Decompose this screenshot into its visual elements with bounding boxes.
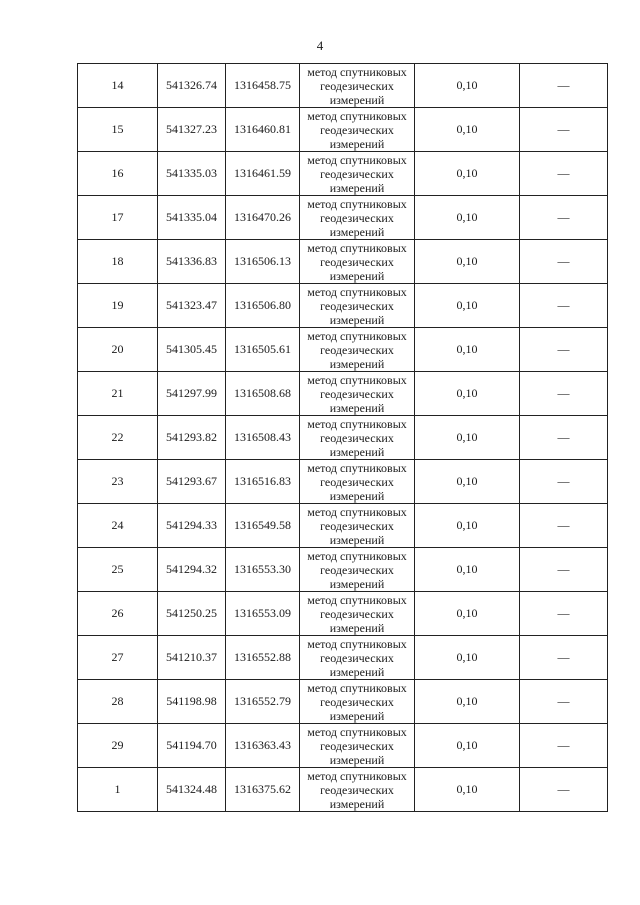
point-number-cell: 15: [78, 108, 158, 152]
x-coordinate-cell: 541194.70: [158, 724, 226, 768]
point-number-cell: 24: [78, 504, 158, 548]
method-text-line: метод спутниковых: [307, 416, 407, 431]
y-coordinate-cell: 1316375.62: [226, 768, 300, 812]
method-text-line: геодезических: [320, 738, 394, 753]
accuracy-cell: 0,10: [415, 768, 520, 812]
method-text-line: геодезических: [320, 782, 394, 797]
method-cell: [300, 504, 415, 548]
method-text-line: геодезических: [320, 694, 394, 709]
accuracy-cell: 0,10: [415, 504, 520, 548]
accuracy-cell: 0,10: [415, 416, 520, 460]
point-number-cell: 17: [78, 196, 158, 240]
note-cell: —: [520, 372, 608, 416]
y-coordinate-cell: 1316506.13: [226, 240, 300, 284]
x-coordinate-cell: 541294.32: [158, 548, 226, 592]
method-text-line: измерений: [329, 752, 385, 767]
note-cell: —: [520, 592, 608, 636]
y-coordinate-cell: 1316508.68: [226, 372, 300, 416]
method-text-line: геодезических: [320, 430, 394, 445]
method-cell: [300, 372, 415, 416]
accuracy-cell: 0,10: [415, 636, 520, 680]
x-coordinate-cell: 541335.04: [158, 196, 226, 240]
method-cell: [300, 240, 415, 284]
method-text-line: измерений: [329, 664, 385, 679]
y-coordinate-cell: 1316508.43: [226, 416, 300, 460]
method-text-line: метод спутниковых: [307, 108, 407, 123]
method-text-line: измерений: [329, 796, 385, 811]
method-text-line: метод спутниковых: [307, 724, 407, 739]
point-number-cell: 21: [78, 372, 158, 416]
method-text-line: геодезических: [320, 518, 394, 533]
method-text-line: измерений: [329, 532, 385, 547]
x-coordinate-cell: 541327.23: [158, 108, 226, 152]
method-text-line: измерений: [329, 488, 385, 503]
accuracy-cell: 0,10: [415, 592, 520, 636]
method-text-line: метод спутниковых: [307, 240, 407, 255]
y-coordinate-cell: 1316516.83: [226, 460, 300, 504]
accuracy-cell: 0,10: [415, 240, 520, 284]
x-coordinate-cell: 541297.99: [158, 372, 226, 416]
point-number-cell: 29: [78, 724, 158, 768]
y-coordinate-cell: 1316461.59: [226, 152, 300, 196]
method-cell: [300, 768, 415, 812]
method-text-line: измерений: [329, 400, 385, 415]
point-number-cell: 28: [78, 680, 158, 724]
method-text-line: измерений: [329, 92, 385, 107]
method-text-line: метод спутниковых: [307, 636, 407, 651]
y-coordinate-cell: 1316363.43: [226, 724, 300, 768]
method-text-line: геодезических: [320, 562, 394, 577]
method-text-line: геодезических: [320, 386, 394, 401]
method-cell: [300, 680, 415, 724]
y-coordinate-cell: 1316505.61: [226, 328, 300, 372]
accuracy-cell: 0,10: [415, 284, 520, 328]
method-text-line: геодезических: [320, 474, 394, 489]
accuracy-cell: 0,10: [415, 372, 520, 416]
table-row: [78, 724, 608, 768]
table-row: [78, 548, 608, 592]
method-cell: [300, 284, 415, 328]
accuracy-cell: 0,10: [415, 548, 520, 592]
method-text-line: метод спутниковых: [307, 152, 407, 167]
method-text-line: измерений: [329, 708, 385, 723]
method-text-line: геодезических: [320, 650, 394, 665]
method-text-line: геодезических: [320, 298, 394, 313]
x-coordinate-cell: 541210.37: [158, 636, 226, 680]
point-number-cell: 1: [78, 768, 158, 812]
x-coordinate-cell: 541198.98: [158, 680, 226, 724]
note-cell: —: [520, 328, 608, 372]
method-text-line: метод спутниковых: [307, 372, 407, 387]
method-text-line: метод спутниковых: [307, 592, 407, 607]
accuracy-cell: 0,10: [415, 152, 520, 196]
table-row: [78, 592, 608, 636]
point-number-cell: 23: [78, 460, 158, 504]
method-text-line: измерений: [329, 576, 385, 591]
method-cell: [300, 108, 415, 152]
y-coordinate-cell: 1316470.26: [226, 196, 300, 240]
note-cell: —: [520, 240, 608, 284]
method-text-line: геодезических: [320, 122, 394, 137]
method-cell: [300, 328, 415, 372]
table-row: [78, 680, 608, 724]
note-cell: —: [520, 504, 608, 548]
table-row: [78, 108, 608, 152]
x-coordinate-cell: 541324.48: [158, 768, 226, 812]
accuracy-cell: 0,10: [415, 64, 520, 108]
x-coordinate-cell: 541305.45: [158, 328, 226, 372]
y-coordinate-cell: 1316458.75: [226, 64, 300, 108]
accuracy-cell: 0,10: [415, 460, 520, 504]
point-number-cell: 22: [78, 416, 158, 460]
method-text-line: метод спутниковых: [307, 64, 407, 79]
note-cell: —: [520, 284, 608, 328]
note-cell: —: [520, 460, 608, 504]
table-row: [78, 240, 608, 284]
method-text-line: метод спутниковых: [307, 284, 407, 299]
y-coordinate-cell: 1316506.80: [226, 284, 300, 328]
x-coordinate-cell: 541326.74: [158, 64, 226, 108]
method-cell: [300, 636, 415, 680]
accuracy-cell: 0,10: [415, 724, 520, 768]
method-text-line: измерений: [329, 180, 385, 195]
method-text-line: измерений: [329, 136, 385, 151]
method-cell: [300, 724, 415, 768]
method-text-line: геодезических: [320, 606, 394, 621]
x-coordinate-cell: 541293.82: [158, 416, 226, 460]
method-text-line: измерений: [329, 268, 385, 283]
method-text-line: измерений: [329, 224, 385, 239]
table-row: [78, 372, 608, 416]
method-text-line: метод спутниковых: [307, 548, 407, 563]
point-number-cell: 25: [78, 548, 158, 592]
note-cell: —: [520, 548, 608, 592]
point-number-cell: 20: [78, 328, 158, 372]
note-cell: —: [520, 152, 608, 196]
accuracy-cell: 0,10: [415, 328, 520, 372]
method-cell: [300, 460, 415, 504]
y-coordinate-cell: 1316549.58: [226, 504, 300, 548]
method-text-line: геодезических: [320, 254, 394, 269]
x-coordinate-cell: 541336.83: [158, 240, 226, 284]
method-text-line: метод спутниковых: [307, 504, 407, 519]
x-coordinate-cell: 541335.03: [158, 152, 226, 196]
x-coordinate-cell: 541323.47: [158, 284, 226, 328]
method-cell: [300, 416, 415, 460]
note-cell: —: [520, 768, 608, 812]
method-text-line: метод спутниковых: [307, 768, 407, 783]
point-number-cell: 18: [78, 240, 158, 284]
table-row: [78, 284, 608, 328]
method-text-line: геодезических: [320, 166, 394, 181]
method-text-line: геодезических: [320, 342, 394, 357]
method-text-line: измерений: [329, 444, 385, 459]
method-text-line: метод спутниковых: [307, 196, 407, 211]
point-number-cell: 27: [78, 636, 158, 680]
x-coordinate-cell: 541294.33: [158, 504, 226, 548]
method-cell: [300, 548, 415, 592]
table-row: [78, 768, 608, 812]
table-row: [78, 636, 608, 680]
method-text-line: измерений: [329, 312, 385, 327]
method-text-line: метод спутниковых: [307, 460, 407, 475]
method-cell: [300, 152, 415, 196]
table-row: [78, 504, 608, 548]
method-text-line: геодезических: [320, 210, 394, 225]
table-row: [78, 64, 608, 108]
method-cell: [300, 592, 415, 636]
note-cell: —: [520, 64, 608, 108]
method-text-line: измерений: [329, 356, 385, 371]
method-cell: [300, 64, 415, 108]
method-cell: [300, 196, 415, 240]
method-text-line: метод спутниковых: [307, 680, 407, 695]
point-number-cell: 14: [78, 64, 158, 108]
y-coordinate-cell: 1316553.30: [226, 548, 300, 592]
x-coordinate-cell: 541250.25: [158, 592, 226, 636]
y-coordinate-cell: 1316460.81: [226, 108, 300, 152]
note-cell: —: [520, 108, 608, 152]
page-number: 4: [316, 38, 324, 53]
coordinates-table: [77, 63, 608, 812]
table-row: [78, 460, 608, 504]
accuracy-cell: 0,10: [415, 680, 520, 724]
table-row: [78, 196, 608, 240]
accuracy-cell: 0,10: [415, 196, 520, 240]
method-text-line: измерений: [329, 620, 385, 635]
accuracy-cell: 0,10: [415, 108, 520, 152]
table-row: [78, 328, 608, 372]
x-coordinate-cell: 541293.67: [158, 460, 226, 504]
point-number-cell: 16: [78, 152, 158, 196]
point-number-cell: 26: [78, 592, 158, 636]
table-row: [78, 416, 608, 460]
note-cell: —: [520, 416, 608, 460]
y-coordinate-cell: 1316553.09: [226, 592, 300, 636]
y-coordinate-cell: 1316552.79: [226, 680, 300, 724]
table-row: [78, 152, 608, 196]
note-cell: —: [520, 196, 608, 240]
y-coordinate-cell: 1316552.88: [226, 636, 300, 680]
method-text-line: метод спутниковых: [307, 328, 407, 343]
note-cell: —: [520, 724, 608, 768]
method-text-line: геодезических: [320, 78, 394, 93]
note-cell: —: [520, 636, 608, 680]
note-cell: —: [520, 680, 608, 724]
point-number-cell: 19: [78, 284, 158, 328]
